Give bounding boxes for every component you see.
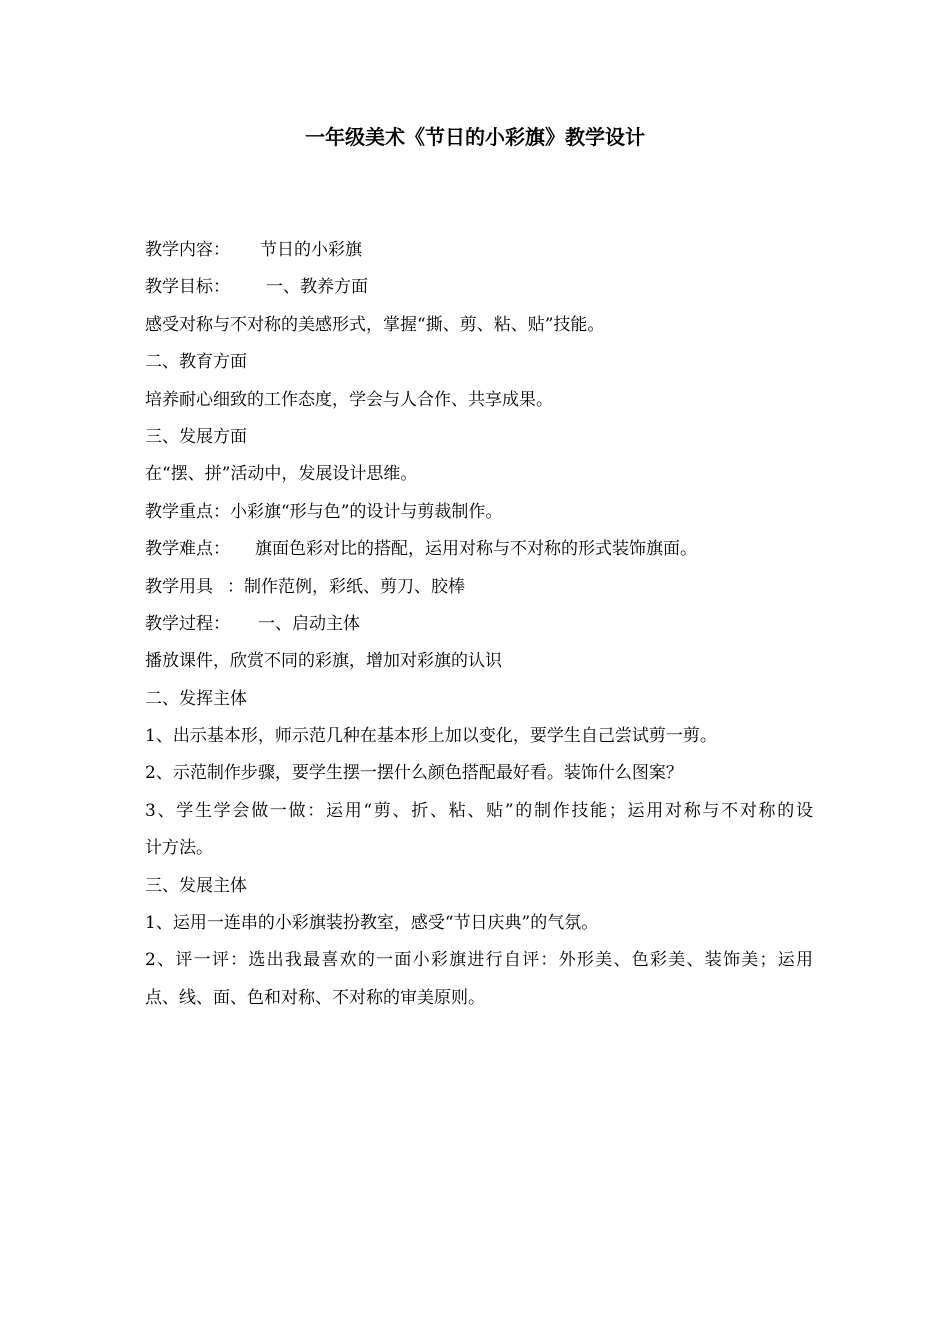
paragraph-line: 3、学生学会做一做：运用“剪、折、粘、贴”的制作技能；运用对称与不对称的设 [145,800,813,821]
teaching-content-value: 节日的小彩旗 [260,240,362,260]
document-title: 一年级美术《节日的小彩旗》教学设计 [305,125,645,149]
paragraph-line: 感受对称与不对称的美感形式，掌握“撕、剪、粘、贴”技能。 [145,314,605,335]
paragraph-line: 播放课件，欣赏不同的彩旗，增加对彩旗的认识 [145,651,502,672]
paragraph-line: 计方法。 [145,838,213,859]
paragraph-line: 培养耐心细致的工作态度，学会与人合作、共享成果。 [145,389,553,410]
document-body [145,232,813,1017]
section-heading: 三、发展主体 [145,875,247,896]
teaching-difficulty-label: 教学难点： [145,539,230,560]
section-heading: 二、教育方面 [145,352,247,373]
teaching-content-line [145,232,813,269]
teaching-difficulty-line [145,531,813,568]
teaching-difficulty-value: 旗面色彩对比的搭配，运用对称与不对称的形式装饰旗面。 [255,539,697,560]
paragraph-line: 在“摆、拼”活动中，发展设计思维。 [145,464,418,485]
teaching-tools-value: ：制作范例，彩纸、剪刀、胶棒 [227,576,465,597]
teaching-content-label: 教学内容： [145,240,230,260]
paragraph-line: 1、运用一连串的小彩旗装扮教室，感受“节日庆典”的气氛。 [145,913,599,934]
paragraph-line: 1、出示基本形，师示范几种在基本形上加以变化，要学生自己尝试剪一剪。 [145,726,717,747]
teaching-tools-label: 教学用具 [145,576,213,597]
paragraph-line: 2、示范制作步骤，要学生摆一摆什么颜色搭配最好看。装饰什么图案？ [145,763,683,784]
teaching-process-label: 教学过程： [145,613,230,634]
section-heading: 二、发挥主体 [145,688,247,709]
teaching-goal-label: 教学目标： [145,277,230,298]
teaching-goal-value: 一、教养方面 [266,277,368,298]
paragraph-line: 2、评一评：选出我最喜欢的一面小彩旗进行自评：外形美、色彩美、装饰美；运用 [145,950,813,971]
teaching-tools-line [145,569,813,606]
section-heading: 三、发展方面 [145,426,247,447]
teaching-process-line [145,606,813,643]
teaching-process-value: 一、启动主体 [258,613,360,634]
teaching-goal-line [145,269,813,306]
teaching-focus-line: 教学重点：小彩旗“形与色”的设计与剪裁制作。 [145,501,503,522]
paragraph-line: 点、线、面、色和对称、不对称的审美原则。 [145,987,485,1008]
